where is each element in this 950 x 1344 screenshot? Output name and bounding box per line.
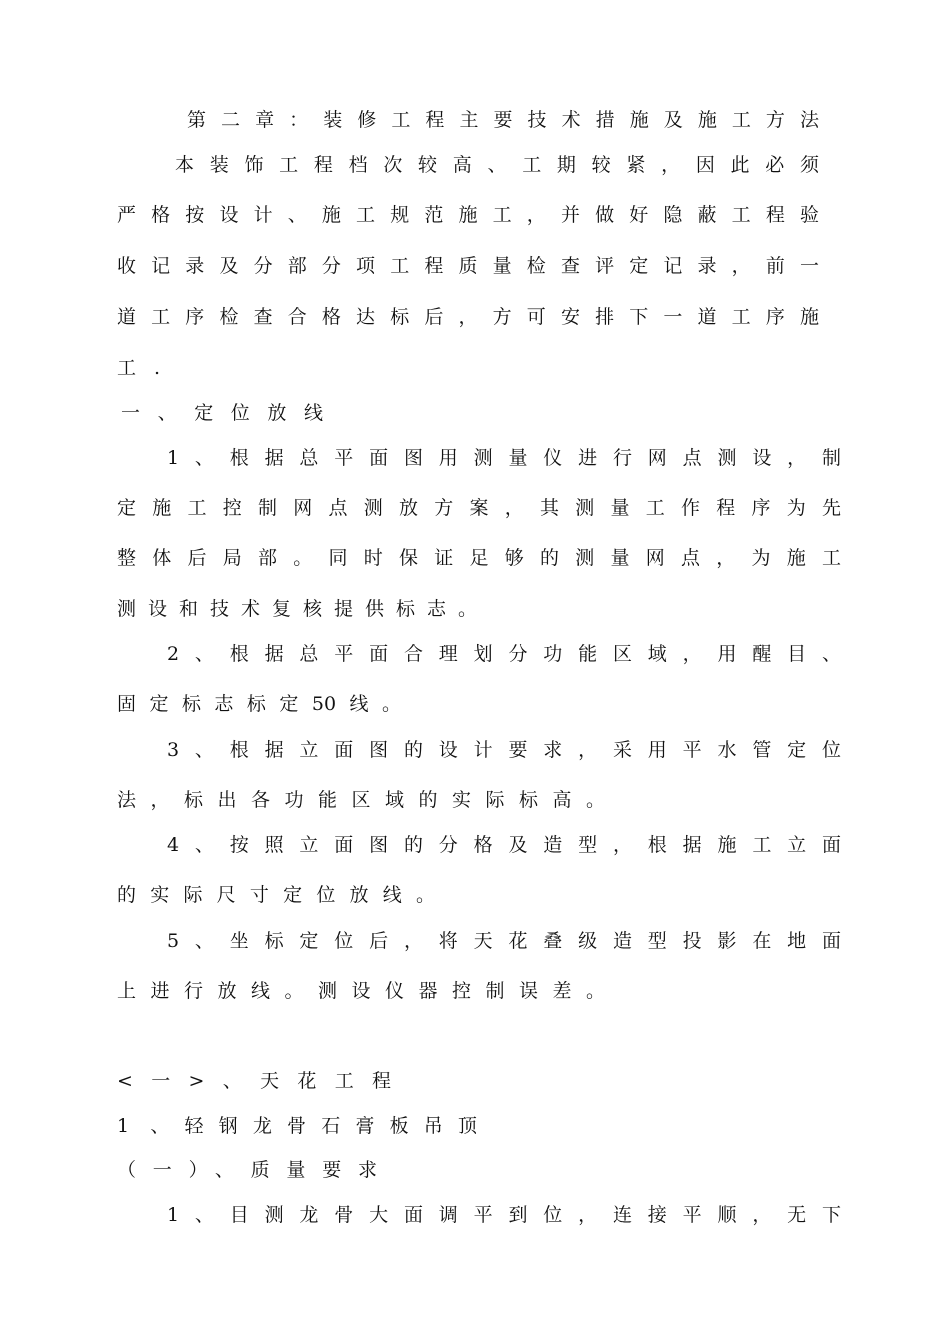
subheading-light-steel-keel: 1 、轻钢龙骨石膏板吊顶 xyxy=(117,1115,477,1137)
section-heading-positioning: 一、定位放线 xyxy=(121,402,323,424)
positioning-line-8: 法，标出各功能区域的实际标高。 xyxy=(117,789,605,811)
intro-line-2: 严格按设计、施工规范施工，并做好隐蔽工程验 xyxy=(117,204,819,226)
positioning-line-4: 测设和技术复核提供标志。 xyxy=(117,598,477,620)
positioning-line-1: 1、根据总平面图用测量仪进行网点测设，制 xyxy=(167,447,841,469)
intro-line-3: 收记录及分部分项工程质量检查评定记录，前一 xyxy=(117,255,819,277)
positioning-line-12: 上进行放线。测设仪器控制误差。 xyxy=(117,980,605,1002)
positioning-line-2: 定施工控制网点测放方案，其测量工作程序为先 xyxy=(117,497,841,519)
intro-line-4: 道工序检查合格达标后，方可安排下一道工序施 xyxy=(117,306,819,328)
positioning-line-5: 2、根据总平面合理划分功能区域，用醒目、 xyxy=(167,643,841,665)
positioning-line-7: 3、根据立面图的设计要求，采用平水管定位 xyxy=(167,739,841,761)
chapter-title: 第二章：装修工程主要技术措施及施工方法 xyxy=(187,109,819,131)
positioning-line-3: 整体后局部。同时保证足够的测量网点，为施工 xyxy=(117,547,841,569)
intro-line-5: 工. xyxy=(117,357,179,379)
positioning-line-6: 固定标志标定50线。 xyxy=(117,693,401,715)
positioning-line-9: 4、按照立面图的分格及造型，根据施工立面 xyxy=(167,834,841,856)
section-heading-ceiling: <一>、天花工程 xyxy=(117,1070,391,1092)
subheading-quality-requirements: （一）、质量要求 xyxy=(117,1159,377,1181)
quality-line-1: 1、目测龙骨大面调平到位，连接平顺，无下 xyxy=(167,1204,841,1226)
positioning-line-10: 的实际尺寸定位放线。 xyxy=(117,884,435,906)
positioning-line-11: 5、坐标定位后，将天花叠级造型投影在地面 xyxy=(167,930,841,952)
intro-line-1: 本装饰工程档次较高、工期较紧，因此必须 xyxy=(175,154,819,176)
